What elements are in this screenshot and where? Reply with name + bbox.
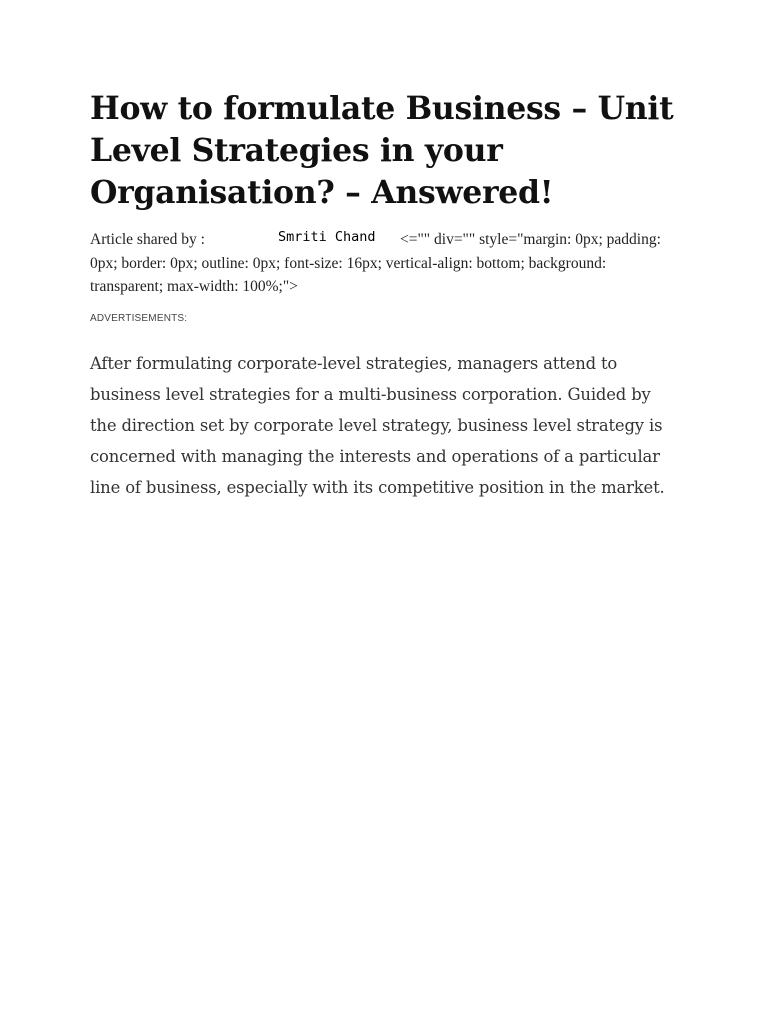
article-byline — [90, 226, 680, 299]
advertisements-label: ADVERTISEMENTS: — [90, 312, 188, 324]
article-title: How to formulate Business – Unit Level Strategies in your Organisation? – Answered! — [90, 90, 674, 211]
article-container — [90, 88, 680, 504]
author-name[interactable]: Smriti Chand — [278, 229, 376, 245]
stray-markup-text: <="" div="" style="margin: 0px; padding: 0px; border: 0px; outline: 0px; font-size: 16px; vertical-align: bottom; background: transparent; max-width: 100%;"> — [90, 231, 661, 295]
shared-by-label: Article shared by : — [90, 231, 205, 248]
article-paragraph: After formulating corporate-level strategies, managers attend to business level strategies for a multi-business corporation. Guided by the direction set by corporate level strategy, business level strategy is concerned with managing the interests and operations of a particular line of business, especially with its competitive position in the market. — [90, 353, 665, 498]
